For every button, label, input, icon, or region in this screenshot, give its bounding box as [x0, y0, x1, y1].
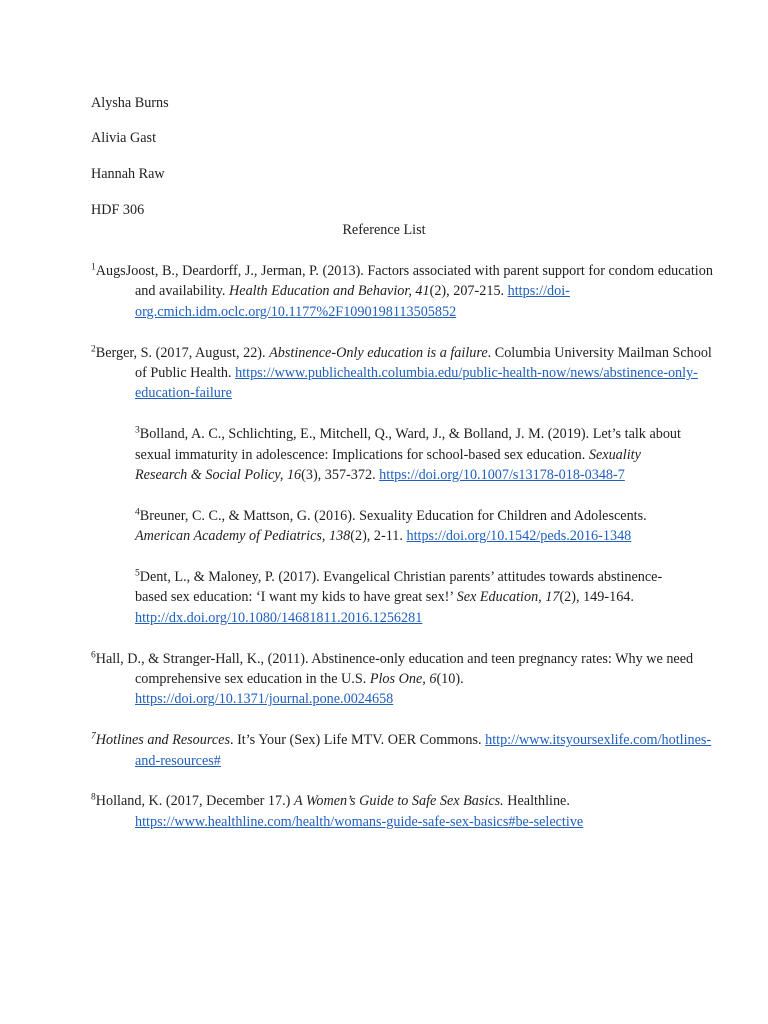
- course-code: HDF 306: [91, 202, 145, 218]
- reference-journal: Abstinence-Only education is a failure: [269, 344, 488, 361]
- reference-number: 1: [91, 262, 96, 273]
- reference-entry: [135, 506, 681, 547]
- reference-link[interactable]: http://dx.doi.org/10.1080/14681811.2016.1256281: [135, 609, 423, 626]
- reference-details: Healthline.: [503, 793, 570, 810]
- author-name-3: Hannah Raw: [91, 166, 165, 182]
- reference-number: 2: [91, 343, 96, 354]
- author-name-2: Alivia Gast: [91, 130, 157, 146]
- reference-journal: Sexuality Research & Social Policy, 16: [135, 446, 641, 484]
- reference-text: AugsJoost, B., Deardorff, J., Jerman, P. (2013). Factors associated with parent support for condom education and availability.: [95, 263, 713, 300]
- reference-link[interactable]: https://doi-org.cmich.idm.oclc.org/10.1177%2F1090198113505852: [135, 283, 570, 320]
- reference-link[interactable]: https://doi.org/10.1371/journal.pone.0024658: [135, 691, 394, 708]
- reference-link[interactable]: https://www.publichealth.columbia.edu/public-health-now/news/abstinence-only-education-failure: [135, 365, 698, 402]
- document-title: Reference List: [342, 222, 426, 238]
- reference-entry: [91, 791, 725, 832]
- reference-text: Dent, L., & Maloney, P. (2017). Evangelical Christian parents’ attitudes towards abstinence-based sex education: ‘I want my kids to have great sex!’: [135, 569, 663, 606]
- reference-entry: [91, 649, 725, 710]
- reference-entry: [91, 730, 725, 771]
- reference-entry: [91, 343, 725, 404]
- reference-number: 5: [135, 568, 140, 579]
- reference-details: (3), 357-372.: [301, 467, 380, 484]
- reference-link[interactable]: http://www.itsyoursexlife.com/hotlines-and-resources#: [135, 732, 712, 769]
- author-name-1: Alysha Burns: [91, 95, 169, 111]
- reference-text: Breuner, C. C., & Mattson, G. (2016). Sexuality Education for Children and Adolescents.: [139, 507, 647, 524]
- reference-entry: [91, 261, 725, 322]
- reference-details: (10).: [436, 671, 464, 688]
- reference-journal: Sex Education, 17: [456, 589, 560, 606]
- reference-link[interactable]: https://doi.org/10.1542/peds.2016-1348: [406, 528, 632, 545]
- reference-link[interactable]: https://www.healthline.com/health/womans-guide-safe-sex-basics#be-selective: [135, 813, 584, 830]
- reference-number: 3: [135, 425, 140, 436]
- reference-number: 4: [135, 507, 140, 518]
- reference-number: 6: [91, 649, 96, 660]
- reference-text: Holland, K. (2017, December 17.): [95, 793, 294, 810]
- reference-details: (2), 207-215.: [429, 283, 508, 300]
- reference-journal: Plos One, 6: [369, 671, 437, 688]
- reference-details: (2), 2-11.: [350, 528, 407, 545]
- reference-link[interactable]: https://doi.org/10.1007/s13178-018-0348-7: [379, 467, 625, 484]
- reference-journal: Hotlines and Resources: [95, 732, 230, 749]
- reference-text: Hall, D., & Stranger-Hall, K., (2011). Abstinence-only education and teen pregnancy rates: Why we need comprehensive sex education in the U.S.: [95, 650, 694, 688]
- reference-text: Berger, S. (2017, August, 22).: [95, 344, 270, 361]
- reference-details: . Columbia University Mailman School of Public Health.: [135, 344, 712, 382]
- reference-list: [0, 261, 768, 853]
- reference-entry: [135, 424, 681, 485]
- reference-number: 8: [91, 792, 96, 803]
- reference-entry: [135, 567, 681, 628]
- reference-journal: A Women’s Guide to Safe Sex Basics.: [293, 793, 504, 810]
- reference-details: . It’s Your (Sex) Life MTV. OER Commons.: [229, 732, 486, 749]
- reference-journal: Health Education and Behavior, 41: [229, 283, 430, 300]
- reference-number: 7: [91, 731, 96, 742]
- reference-details: (2), 149-164.: [559, 589, 634, 606]
- reference-text: Bolland, A. C., Schlichting, E., Mitchell, Q., Ward, J., & Bolland, J. M. (2019). Let’s talk about sexual immaturity in adolescence: Implications for school-based sex education.: [135, 426, 681, 463]
- reference-journal: American Academy of Pediatrics, 138: [135, 528, 351, 545]
